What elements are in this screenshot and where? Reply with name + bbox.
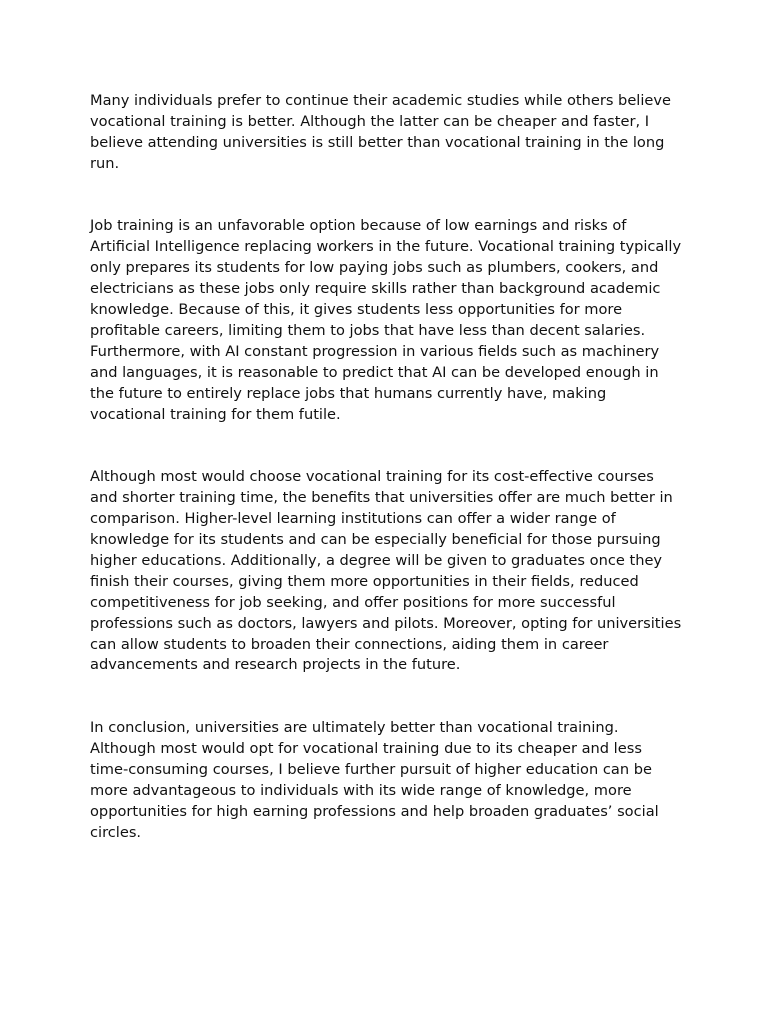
paragraph-introduction: Many individuals prefer to continue their academic studies while others believe vocational training is better. Although the latter can be cheaper and faster, I believe attending universities is still better than vocational training in the long run. bbox=[90, 92, 672, 172]
paragraph-conclusion: In conclusion, universities are ultimately better than vocational training. Although most would opt for vocational training due to its cheaper and less time-consuming courses, I believe further pursuit of higher education can be more advantageous to individuals with its wide range of knowledge, more opportunities for high earning professions and help broaden graduates’ social circles. bbox=[90, 719, 659, 841]
paragraph-spacer bbox=[90, 676, 682, 718]
paragraph-spacer bbox=[90, 425, 682, 467]
paragraph-body-1: Job training is an unfavorable option because of low earnings and risks of Artificial Intelligence replacing workers in the future. Vocational training typically only prepares its students for low paying jobs such as plumbers, cookers, and electricians as these jobs only require skills rather than background academic knowledge. Because of this, it gives students less opportunities for more profitable careers, limiting them to jobs that have less than decent salaries. Furthermore, with AI constant progression in various fields such as machinery and languages, it is reasonable to predict that AI can be developed enough in the future to entirely replace jobs that humans currently have, making vocational training for them futile. bbox=[90, 217, 682, 423]
paragraph-spacer bbox=[90, 175, 682, 217]
paragraph-body-2: Although most would choose vocational training for its cost-effective courses and shorter training time, the benefits that universities offer are much better in comparison. Higher-level learning institutions can offer a wider range of knowledge for its students and can be especially beneficial for those pursuing higher educations. Additionally, a degree will be given to graduates once they finish their courses, giving them more opportunities in their fields, reduced competitiveness for job seeking, and offer positions for more successful professions such as doctors, lawyers and pilots. Moreover, opting for universities can allow students to broaden their connections, aiding them in career advancements and research projects in the future. bbox=[90, 468, 682, 674]
essay-body bbox=[90, 91, 682, 844]
